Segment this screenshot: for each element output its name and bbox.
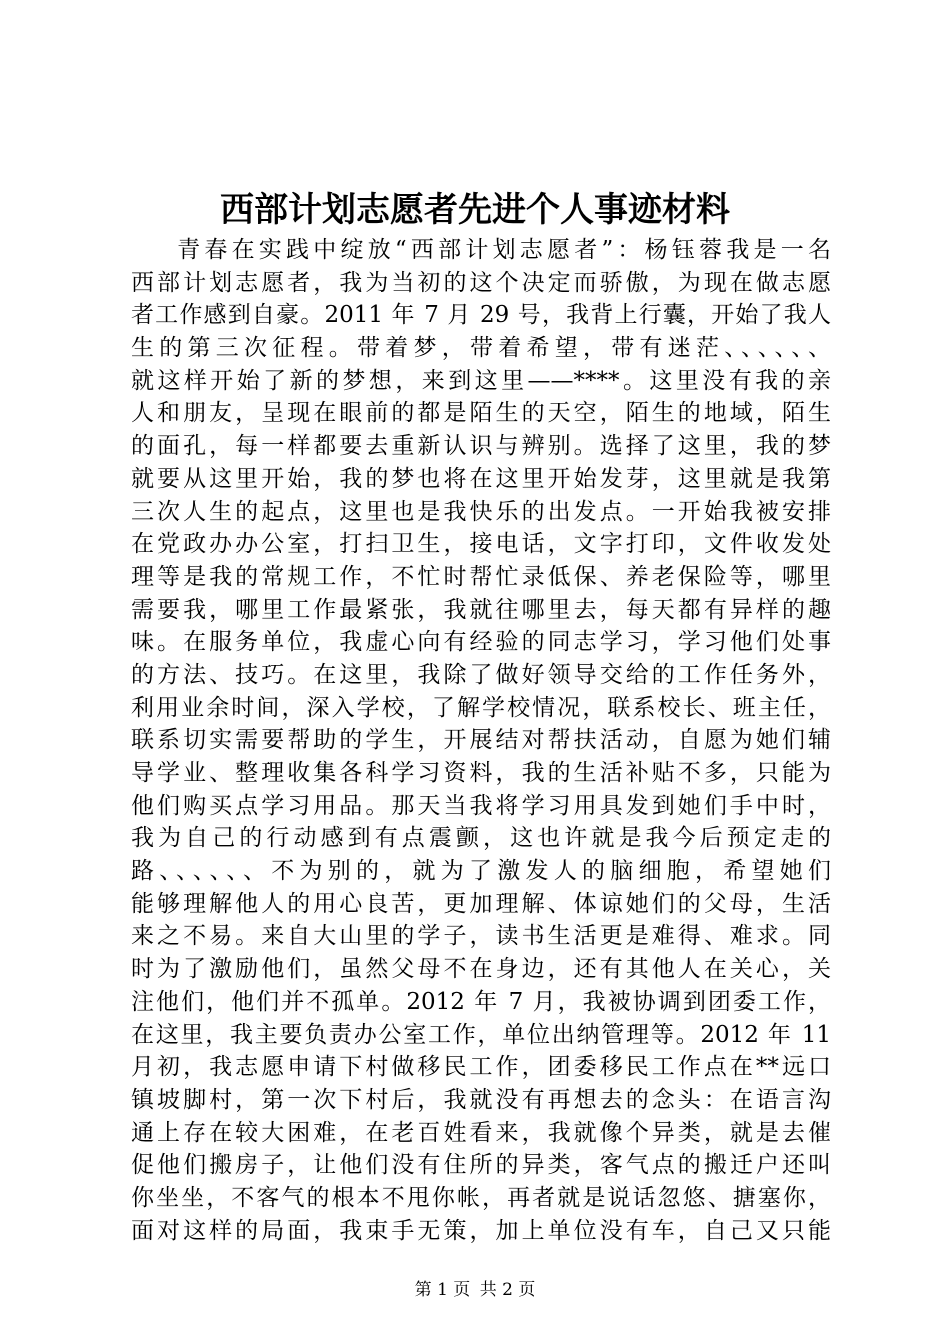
text-line: 我为自己的行动感到有点震颤，这也许就是我今后预定走的: [131, 825, 831, 852]
text-line: 路、、、、、、不为别的，就为了激发人的脑细胞，希望她们: [131, 858, 831, 885]
text-line: 青春在实践中绽放“西部计划志愿者”：杨钰蓉我是一名: [131, 237, 831, 263]
text-line: 导学业、整理收集各科学习资料，我的生活补贴不多，只能为: [131, 760, 831, 786]
text-line: 生的第三次征程。带着梦，带着希望，带有迷茫、、、、、、: [131, 335, 831, 362]
text-line: 能够理解他人的用心良苦，更加理解、体谅她们的父母，生活: [131, 890, 831, 917]
text-line: 人和朋友，呈现在眼前的都是陌生的天空，陌生的地域，陌生: [131, 400, 831, 427]
text-line: 镇坡脚村，第一次下村后，我就没有再想去的念头：在语言沟: [131, 1086, 831, 1113]
text-line: 的方法、技巧。在这里，我除了做好领导交给的工作任务外，: [131, 661, 831, 688]
text-line: 西部计划志愿者，我为当初的这个决定而骄傲，为现在做志愿: [131, 269, 831, 296]
text-line: 时为了激励他们，虽然父母不在身边，还有其他人在关心，关: [131, 956, 831, 983]
text-line: 的面孔，每一样都要去重新认识与辨别。选择了这里，我的梦: [131, 433, 831, 460]
text-line: 你坐坐，不客气的根本不甩你帐，再者就是说话忽悠、搪塞你，: [131, 1184, 831, 1211]
text-line: 他们购买点学习用品。那天当我将学习用具发到她们手中时，: [131, 792, 831, 819]
text-line: 在这里，我主要负责办公室工作，单位出纳管理等。2012 年 11: [131, 1021, 831, 1048]
text-line: 者工作感到自豪。2011 年 7 月 29 号，我背上行囊，开始了我人: [131, 302, 831, 329]
text-line: 需要我，哪里工作最紧张，我就往哪里去，每天都有异样的趣: [131, 596, 831, 623]
body-text: [131, 234, 831, 1247]
text-line: 味。在服务单位，我虚心向有经验的同志学习，学习他们处事: [131, 629, 831, 656]
page-total: 共 2 页: [479, 1280, 536, 1300]
text-line: 来之不易。来自大山里的学子，读书生活更是难得、难求。同: [131, 923, 831, 950]
text-line: 联系切实需要帮助的学生，开展结对帮扶活动，自愿为她们辅: [131, 727, 831, 754]
page-footer: [0, 1278, 950, 1302]
page-number: 第 1 页: [414, 1280, 471, 1300]
text-line: 理等是我的常规工作，不忙时帮忙录低保、养老保险等，哪里: [131, 563, 831, 590]
text-line: 面对这样的局面，我束手无策，加上单位没有车，自己又只能: [131, 1217, 831, 1244]
text-line: 就这样开始了新的梦想，来到这里——****。这里没有我的亲: [131, 367, 831, 394]
text-line: 在党政办办公室，打扫卫生，接电话，文字打印，文件收发处: [131, 531, 831, 558]
text-line: 通上存在较大困难，在老百姓看来，我就像个异类，就是去催: [131, 1119, 831, 1146]
text-line: 就要从这里开始，我的梦也将在这里开始发芽，这里就是我第: [131, 465, 831, 492]
text-line: 注他们，他们并不孤单。2012 年 7 月，我被协调到团委工作，: [131, 988, 831, 1015]
text-line: 三次人生的起点，这里也是我快乐的出发点。一开始我被安排: [131, 498, 831, 525]
text-line: 促他们搬房子，让他们没有住所的异类，客气点的搬迁户还叫: [131, 1152, 831, 1179]
text-line: 利用业余时间，深入学校，了解学校情况，联系校长、班主任，: [131, 694, 831, 721]
document-title: 西部计划志愿者先进个人事迹材料: [220, 190, 730, 230]
text-line: 月初，我志愿申请下村做移民工作，团委移民工作点在**远口: [131, 1054, 831, 1081]
